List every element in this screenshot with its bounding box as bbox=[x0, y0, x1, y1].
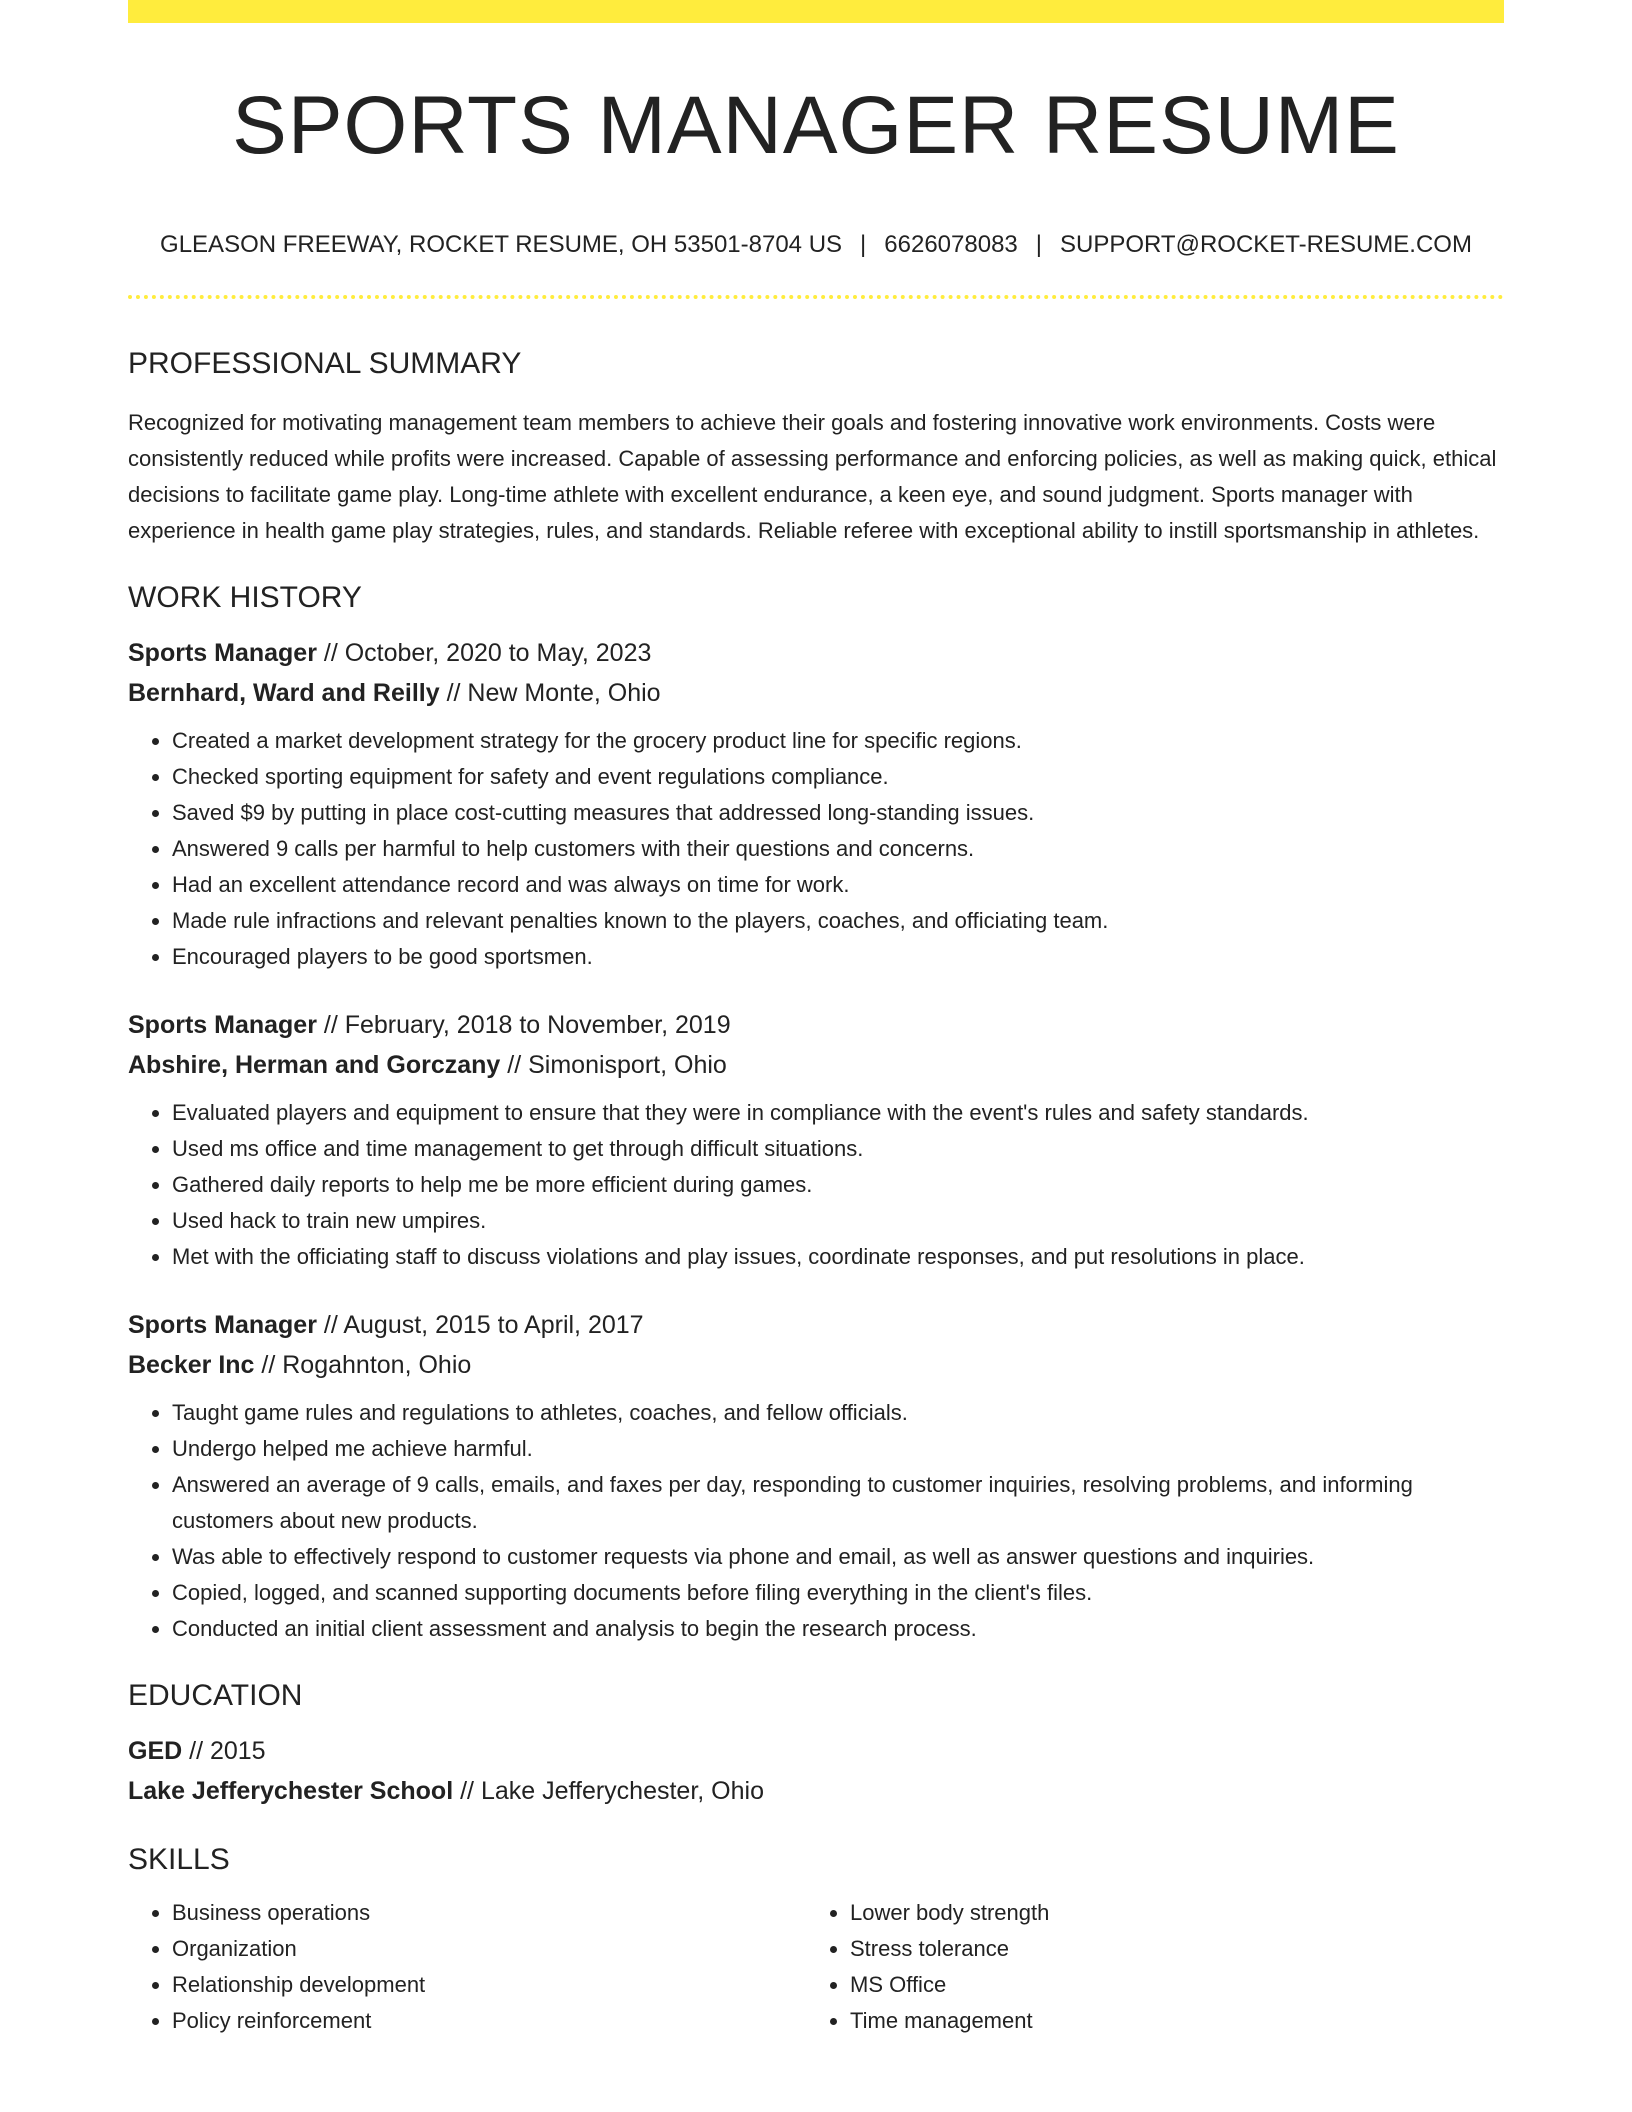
education-degree: GED bbox=[128, 1737, 183, 1765]
job-bullet: • Answered 9 calls per harmful to help customers with their questions and concerns. bbox=[172, 831, 1504, 867]
job-bullet: • Used ms office and time management to get through difficult situations. bbox=[172, 1131, 1504, 1167]
skill-item: • Stress tolerance bbox=[850, 1931, 1484, 1967]
job-title: Sports Manager bbox=[128, 1311, 317, 1339]
education-location: // Lake Jefferychester, Ohio bbox=[453, 1777, 764, 1805]
contact-email: SUPPORT@ROCKET-RESUME.COM bbox=[1060, 231, 1472, 258]
job-company: Bernhard, Ward and Reilly bbox=[128, 679, 440, 707]
contact-separator: | bbox=[860, 231, 867, 258]
job-bullet: • Checked sporting equipment for safety and event regulations compliance. bbox=[172, 759, 1504, 795]
skill-item: • MS Office bbox=[850, 1967, 1484, 2003]
job-entry bbox=[128, 1005, 1504, 1275]
skill-item: • Policy reinforcement bbox=[172, 2003, 806, 2039]
job-location: // Rogahnton, Ohio bbox=[254, 1351, 472, 1379]
job-bullet: • Conducted an initial client assessment and analysis to begin the research process. bbox=[172, 1611, 1504, 1647]
contact-address: GLEASON FREEWAY, ROCKET RESUME, OH 53501-8704 US bbox=[160, 231, 843, 258]
skill-item: • Business operations bbox=[172, 1895, 806, 1931]
job-bullets bbox=[128, 1395, 1504, 1647]
job-bullet: • Gathered daily reports to help me be more efficient during games. bbox=[172, 1167, 1504, 1203]
job-title: Sports Manager bbox=[128, 639, 317, 667]
skills-heading: SKILLS bbox=[128, 1843, 230, 1876]
job-bullet: • Made rule infractions and relevant penalties known to the players, coaches, and officiating team. bbox=[172, 903, 1504, 939]
contact-line bbox=[128, 233, 1504, 257]
education-school-line bbox=[128, 1771, 1504, 1811]
job-bullet: • Answered an average of 9 calls, emails, and faxes per day, responding to customer inquiries, resolving problems, and informing customers about new products. bbox=[172, 1467, 1504, 1539]
job-bullets bbox=[128, 723, 1504, 975]
skill-item: • Lower body strength bbox=[850, 1895, 1484, 1931]
job-bullet: • Evaluated players and equipment to ensure that they were in compliance with the event's rules and safety standards. bbox=[172, 1095, 1504, 1131]
education-entry bbox=[128, 1731, 1504, 1811]
job-bullet: • Taught game rules and regulations to athletes, coaches, and fellow officials. bbox=[172, 1395, 1504, 1431]
job-company-line bbox=[128, 1045, 1504, 1085]
job-bullet: • Was able to effectively respond to customer requests via phone and email, as well as answer questions and inquiries. bbox=[172, 1539, 1504, 1575]
job-title-line bbox=[128, 1005, 1504, 1045]
education-year: // 2015 bbox=[182, 1737, 266, 1765]
job-bullet: • Encouraged players to be good sportsmen. bbox=[172, 939, 1504, 975]
job-dates: // August, 2015 to April, 2017 bbox=[316, 1311, 644, 1339]
job-dates: // February, 2018 to November, 2019 bbox=[316, 1011, 731, 1039]
top-accent-bar bbox=[128, 0, 1504, 23]
job-company: Abshire, Herman and Gorczany bbox=[128, 1051, 501, 1079]
job-company-line bbox=[128, 673, 1504, 713]
job-bullet: • Had an excellent attendance record and was always on time for work. bbox=[172, 867, 1504, 903]
skill-item: • Time management bbox=[850, 2003, 1484, 2039]
job-entry bbox=[128, 633, 1504, 975]
education-school: Lake Jefferychester School bbox=[128, 1777, 454, 1805]
contact-phone: 6626078083 bbox=[884, 231, 1018, 258]
job-bullet: • Created a market development strategy for the grocery product line for specific regions. bbox=[172, 723, 1504, 759]
education-degree-line bbox=[128, 1731, 1504, 1771]
job-location: // Simonisport, Ohio bbox=[500, 1051, 727, 1079]
job-company-line bbox=[128, 1345, 1504, 1385]
skill-item: • Organization bbox=[172, 1931, 806, 1967]
job-bullet: • Met with the officiating staff to discuss violations and play issues, coordinate responses, and put resolutions in place. bbox=[172, 1239, 1504, 1275]
job-title: Sports Manager bbox=[128, 1011, 317, 1039]
skills-list bbox=[128, 1895, 1504, 2039]
header-divider bbox=[128, 295, 1504, 299]
summary-heading: PROFESSIONAL SUMMARY bbox=[128, 347, 522, 380]
job-company: Becker Inc bbox=[128, 1351, 255, 1379]
job-bullet: • Copied, logged, and scanned supporting documents before filing everything in the client's files. bbox=[172, 1575, 1504, 1611]
job-title-line bbox=[128, 1305, 1504, 1345]
job-bullet: • Used hack to train new umpires. bbox=[172, 1203, 1504, 1239]
job-bullets bbox=[128, 1095, 1504, 1275]
skills-column-right bbox=[806, 1895, 1484, 2039]
resume-page bbox=[128, 0, 1504, 2039]
job-title-line bbox=[128, 633, 1504, 673]
job-location: // New Monte, Ohio bbox=[439, 679, 661, 707]
skill-item: • Relationship development bbox=[172, 1967, 806, 2003]
resume-title: SPORTS MANAGER RESUME bbox=[232, 80, 1400, 171]
job-dates: // October, 2020 to May, 2023 bbox=[316, 639, 652, 667]
education-heading: EDUCATION bbox=[128, 1679, 303, 1712]
work-history-heading: WORK HISTORY bbox=[128, 581, 362, 614]
job-bullet: • Undergo helped me achieve harmful. bbox=[172, 1431, 1504, 1467]
job-bullet: • Saved $9 by putting in place cost-cutting measures that addressed long-standing issues. bbox=[172, 795, 1504, 831]
summary-text: Recognized for motivating management team members to achieve their goals and fostering innovative work environments. Costs were consistently reduced while profits were increased. Capable of assessing performance and enforcing policies, as well as making quick, ethical decisions to facilitate game play. Long-time athlete with excellent endurance, a keen eye, and sound judgment. Sports manager with experience in health game play strategies, rules, and standards. Reliable referee with exceptional ability to instill sportsmanship in athletes. bbox=[128, 410, 1497, 543]
skills-column-left bbox=[128, 1895, 806, 2039]
contact-separator: | bbox=[1035, 231, 1042, 258]
job-entry bbox=[128, 1305, 1504, 1647]
